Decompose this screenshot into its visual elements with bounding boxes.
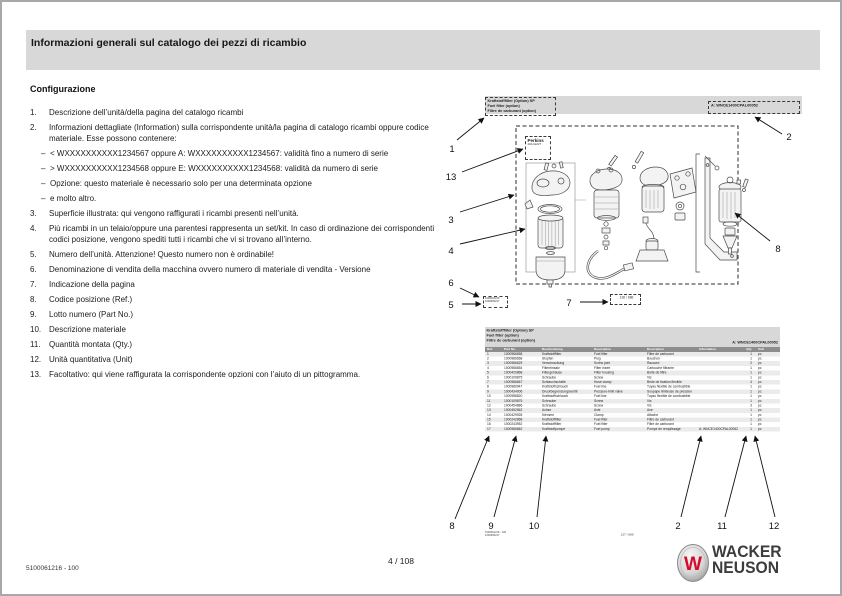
cell-qty: 1 [750, 399, 752, 403]
callout-number-5: 5 [448, 300, 454, 311]
cell-fr: Soupape limiteuse de pression [647, 389, 693, 394]
cell-de: Schraube [542, 403, 557, 408]
cell-de: Schraube [542, 399, 557, 403]
table-footer-doc: 5100061216 - 100 [485, 531, 507, 534]
wacker-neuson-logo [674, 539, 804, 587]
callout-arrow-3 [460, 195, 514, 212]
cell-en: Fuel filter [594, 422, 608, 427]
col-description-en: Description [594, 347, 612, 351]
cell-de: Verschraubung [542, 361, 565, 366]
cell-part: 1000980947 [504, 385, 523, 389]
table-footer-material: 1000306217 [485, 534, 500, 538]
cell-en: Filter insert [594, 366, 611, 370]
serial-code-callout-box [708, 101, 800, 114]
filter-assembly-3-illustration [632, 151, 696, 261]
cell-ref: 10 [487, 394, 491, 399]
cell-fr: Vis [647, 403, 652, 408]
list-item-text: Codice posizione (Ref.) [49, 295, 133, 304]
callout-number-7: 7 [566, 298, 572, 309]
list-item-marker: 13. [30, 370, 42, 379]
list-item-text: Facoltativo: qui viene raffigurata la corrispondente opzioni con l’aiuto di un pittogramma. [49, 370, 361, 379]
engine-option-badge [525, 136, 551, 160]
cell-fr: Vis [647, 399, 652, 403]
list-item [41, 163, 454, 174]
list-item [30, 208, 454, 219]
list-item-text: Numero dell’unità. Attenzione! Questo numero non è ordinabile! [49, 250, 275, 259]
cell-fr: Bride de fixation flexible [647, 380, 682, 384]
filter-assembly-2-illustration [588, 155, 634, 278]
list-item-marker: 3. [30, 209, 37, 218]
callout-number-8: 8 [449, 521, 455, 532]
cell-fr: Vis [647, 375, 652, 380]
cell-part: 1000986629 [504, 361, 523, 366]
cell-ref: 11 [487, 399, 491, 403]
cell-part: 1000109875 [504, 399, 523, 403]
list-item-marker: 10. [30, 325, 42, 334]
cell-de: Kraftstoffpumpe [542, 427, 566, 431]
cell-fr: Tuyau flexible de combustible [647, 385, 691, 389]
logo-word-wacker: WACKER [712, 542, 782, 562]
col-beschreibung: Beschreibung [542, 347, 563, 351]
callout-arrow-6 [460, 288, 479, 297]
cell-part: 1000986862 [504, 427, 523, 431]
list-item [30, 223, 454, 245]
cell-qty: 1 [750, 418, 752, 422]
section-heading: Configurazione [30, 84, 96, 94]
list-item [30, 294, 454, 305]
cell-ref: 5 [487, 371, 489, 375]
cell-fr: Cartouche filtrante [647, 366, 674, 370]
cell-fr: Pompe de remplissage [647, 427, 681, 431]
table-figure-footer-left [485, 531, 525, 541]
list-item-marker: 9. [30, 310, 37, 319]
cell-fr: Attache [647, 413, 659, 417]
figure-title-de: Kraftstofffilter (Option) SP [487, 98, 535, 103]
list-item-marker: – [41, 194, 46, 203]
table-figure-title-en: Fuel filter (option) [486, 333, 519, 338]
cell-qty: 4 [750, 380, 752, 384]
cell-qty: 1 [750, 389, 752, 394]
list-item [30, 264, 454, 275]
cell-en: Filter housing [594, 371, 614, 375]
cell-en: Screw [594, 375, 604, 380]
col-part-no: Part No. [504, 347, 516, 351]
cell-de: Stopfen [542, 356, 554, 361]
cell-qty: 1 [750, 375, 752, 380]
cell-qty: 1 [750, 413, 752, 417]
list-item-text: e molto altro. [50, 194, 97, 203]
cell-unit: pc [758, 413, 762, 417]
serial-code: A: WNCE1400CPAL00052 [711, 103, 758, 108]
cell-de: Kraftstoffschlauch [542, 394, 569, 399]
figure-title-en: Fuel filter (option) [487, 103, 520, 109]
cell-fr: Bouchon [647, 356, 661, 361]
cell-en: Fuel line [594, 385, 607, 389]
cell-qty: 1 [750, 408, 752, 413]
list-item-text: Indicazione della pagina [49, 280, 135, 289]
cell-en: Pressure-limit valve [594, 389, 623, 394]
callout-number-2: 2 [786, 132, 792, 143]
cell-de: Filtereinsatz [542, 366, 560, 370]
cell-en: Fuel pump [594, 427, 610, 431]
cell-qty: 1 [750, 385, 752, 389]
col-description-fr: Description [647, 347, 665, 351]
cell-ref: 4 [487, 366, 489, 370]
cell-unit: pc [758, 418, 762, 422]
cell-part: 1000986667 [504, 380, 523, 384]
list-item-marker: – [41, 179, 46, 188]
cell-fr: Filtre de carburant [647, 418, 674, 422]
cell-part: 1000452662 [504, 408, 523, 413]
list-item-text: Descrizione materiale [49, 325, 126, 334]
list-item-marker: 4. [30, 224, 37, 233]
cell-qty: 1 [750, 352, 752, 356]
callout-number-11: 11 [717, 521, 727, 532]
cell-part: 1000454886 [504, 403, 523, 408]
cell-part: 1000420868 [504, 371, 523, 375]
cell-en: Screw [594, 403, 604, 408]
list-item-marker: 2. [30, 123, 37, 132]
cell-ref: 9 [487, 389, 489, 394]
cell-unit: pc [758, 399, 762, 403]
logo-wordmark [712, 543, 782, 577]
callout-number-8: 8 [775, 244, 781, 255]
list-item [30, 249, 454, 260]
cell-qty: 1 [750, 356, 752, 361]
cell-part: 1000242868 [504, 418, 523, 422]
list-item [30, 107, 454, 118]
cell-en: Plug [594, 356, 601, 361]
cell-de: Schraube [542, 375, 557, 380]
page-title: Informazioni generali sul catalogo dei pezzi di ricambio [31, 37, 307, 49]
list-item [30, 339, 454, 350]
cell-ref: 12 [487, 403, 491, 408]
cell-de: Achse [542, 408, 552, 413]
list-item-text: Denominazione di vendita della macchina ovvero numero di materiale di vendita - Versione [49, 265, 371, 274]
logo-word-neuson: NEUSON [712, 558, 780, 578]
callout-arrow-unit [755, 436, 775, 517]
cell-fr: Filtre de carburant [647, 422, 674, 427]
cell-ref: 2 [487, 356, 489, 361]
figure-title-callout-box [485, 97, 556, 116]
list-item [30, 324, 454, 335]
footer-doc-number: 5100061216 - 100 [26, 565, 79, 572]
cell-qty: 1 [750, 422, 752, 427]
figure-page-number-box [610, 294, 641, 305]
callout-arrow-4 [460, 229, 525, 244]
cell-ref: 17 [487, 427, 491, 431]
cell-en: Screw joint [594, 361, 611, 366]
table-callouts [442, 320, 842, 555]
cell-part: 1000109875 [504, 375, 523, 380]
logo-monogram: W [684, 554, 702, 575]
cell-qty: 1 [750, 371, 752, 375]
callout-number-1: 1 [449, 144, 455, 155]
cell-part: 1000986654 [504, 366, 523, 370]
cell-part: 1000988820 [504, 394, 523, 399]
cell-part: 1000986658 [504, 352, 523, 356]
cell-de: Druckbegrenzungsventil [542, 389, 578, 394]
list-item-text: Opzione: questo materiale è necessario solo per una determinata opzione [50, 179, 312, 188]
table-figure-footer-page [610, 533, 644, 540]
cell-de: Filtergehäuse [542, 371, 562, 375]
cell-unit: pc [758, 361, 762, 366]
cell-qty: 2 [750, 361, 752, 366]
cell-de: Kraftstofffilter [542, 418, 562, 422]
list-item [41, 178, 454, 189]
filter-assembly-1-illustration [525, 162, 586, 287]
list-item-text: Superficie illustrata: qui vengono raffigurati i ricambi presenti nell’unità. [49, 209, 299, 218]
list-item-marker: – [41, 149, 46, 158]
cell-en: Fuel filter [594, 352, 608, 356]
configuration-section [30, 84, 454, 384]
catalog-page-example-table [442, 320, 842, 555]
list-item-marker: 6. [30, 265, 37, 274]
callout-arrow-description [537, 436, 546, 517]
table-serial-code: A: WNCE1400CPAL00052 [732, 340, 778, 345]
sales-material-number: 1000306217 [485, 299, 500, 303]
engine-model: 404J-E22T [527, 143, 542, 146]
callout-number-2b: 2 [675, 521, 681, 532]
cell-fr: Tuyau flexible de combustible [647, 394, 691, 399]
cell-info: A: WNCE1400CPAL00052 [699, 427, 738, 431]
footer-page-indicator: 4 / 108 [388, 556, 414, 566]
cell-part: 1000986668 [504, 356, 523, 361]
callout-number-6: 6 [448, 278, 454, 289]
cell-en: Axle [594, 408, 601, 413]
list-item-text: > WXXXXXXXXXX1234568 oppure E: WXXXXXXXXXX1234568: validità da numero di serie [50, 164, 378, 173]
cell-unit: pc [758, 394, 762, 399]
cell-part: 1000434006 [504, 389, 523, 394]
header-band [26, 30, 820, 70]
callout-number-4: 4 [448, 246, 454, 257]
list-item [30, 122, 454, 144]
cell-ref: 8 [487, 385, 489, 389]
cell-de: Klemme [542, 413, 555, 417]
list-item-marker: 12. [30, 355, 42, 364]
cell-fr: Axe [647, 408, 653, 413]
table-figure-title-de: Kraftstofffilter (Option) SP [486, 328, 534, 333]
cell-en: Clamp [594, 413, 604, 417]
list-item-marker: 1. [30, 108, 37, 117]
callout-arrow-information [681, 436, 701, 517]
cell-ref: 15 [487, 418, 491, 422]
cell-de: Kraftstofffilter [542, 352, 562, 356]
list-item-text: < WXXXXXXXXXX1234567 oppure A: WXXXXXXXXXX1234567: validità fino a numero di serie [50, 149, 389, 158]
cell-en: Fuel filter [594, 418, 608, 422]
col-qty: Qty. [746, 347, 752, 351]
cell-unit: pc [758, 422, 762, 427]
callout-number-10: 10 [528, 521, 540, 532]
list-item-marker: 11. [30, 340, 41, 349]
list-item-text: Più ricambi in un telaio/oppure una parentesi rappresenta un set/kit. In caso di ordinazione dei corrispondenti codici posizione, vengono spediti tutti i ricambi che vi si trovano all’interno. [49, 224, 435, 244]
list-item-text: Descrizione dell’unità/della pagina del catalogo ricambi [49, 108, 244, 117]
callout-arrow-2 [755, 117, 782, 134]
cell-en: Fuel line [594, 394, 607, 399]
cell-qty: 3 [750, 403, 752, 408]
cell-qty: 1 [750, 366, 752, 370]
cell-ref: 1 [487, 352, 489, 356]
unit-number-box [483, 296, 508, 308]
cell-de: Kraftstoffschlauch [542, 385, 569, 389]
cell-unit: pc [758, 385, 762, 389]
cell-unit: pc [758, 408, 762, 413]
cell-unit: pc [758, 366, 762, 370]
list-item [30, 279, 454, 290]
cell-unit: pc [758, 389, 762, 394]
cell-qty: 1 [750, 427, 752, 431]
list-item-marker: 5. [30, 250, 37, 259]
cell-ref: 16 [487, 422, 491, 427]
numbered-list [30, 107, 454, 380]
cell-unit: pc [758, 427, 762, 431]
table-figure-page-number: 137 / 686 [620, 533, 634, 537]
figure-title-fr: Filtre de carburant (option) [487, 108, 537, 114]
callout-number-9: 9 [488, 521, 494, 532]
callout-arrow-1 [457, 118, 484, 140]
callout-arrow-qty [725, 436, 746, 517]
cell-fr: Boîte de filtre [647, 371, 667, 375]
cell-ref: 6 [487, 375, 489, 380]
list-item-marker: 8. [30, 295, 37, 304]
filter-assembly-4-illustration [696, 154, 748, 272]
engine-brand: Perkins [527, 138, 544, 143]
fuel-filter-exploded-illustration [525, 151, 748, 287]
callout-number-3: 3 [448, 215, 454, 226]
wacker-neuson-logo-graphic [674, 539, 804, 587]
list-item [30, 309, 454, 320]
cell-unit: pc [758, 371, 762, 375]
cell-qty: 1 [750, 394, 752, 399]
cell-ref: 13 [487, 408, 491, 413]
list-item [41, 193, 454, 204]
cell-fr: Filtre de carburant [647, 352, 674, 356]
list-item-marker: 7. [30, 280, 37, 289]
cell-unit: pc [758, 356, 762, 361]
list-item [30, 369, 454, 380]
cell-ref: 3 [487, 361, 489, 366]
list-item-text: Quantità montata (Qty.) [49, 340, 132, 349]
figure-page-number: 136 / 686 [619, 296, 634, 300]
list-item [30, 354, 454, 365]
cell-fr: Raccord [647, 361, 660, 366]
list-item-text: Informazioni dettagliate (Information) sulla corrispondente unità/la pagina di catalogo ricambi oppure codice materiale. Esse possono contenere: [49, 123, 429, 143]
list-item-text: Unità quantitativa (Unit) [49, 355, 133, 364]
cell-en: Screw [594, 399, 604, 403]
cell-de: Kraftstofffilter [542, 422, 562, 427]
cell-ref: 7 [487, 380, 489, 384]
table-callout-arrows [455, 436, 775, 519]
col-ref: Ref. [487, 347, 493, 351]
table-figure-title-fr: Filtre de carburant (option) [486, 338, 536, 343]
cell-unit: pc [758, 403, 762, 408]
list-item [41, 148, 454, 159]
cell-de: Schlauchschelle [542, 380, 566, 384]
cell-ref: 14 [487, 413, 491, 417]
unit-number: 5100061216 [485, 297, 500, 300]
callout-number-12: 12 [768, 521, 780, 532]
cell-unit: pc [758, 352, 762, 356]
col-information: Information [699, 347, 717, 351]
cell-part: 1000429928 [504, 413, 523, 417]
list-item-marker: – [41, 164, 46, 173]
callout-number-13: 13 [445, 172, 457, 183]
exploded-diagram-and-callouts [442, 90, 842, 322]
catalog-page-example-diagram [442, 90, 842, 322]
cell-en: Hose clamp [594, 380, 612, 384]
callout-arrow-part [494, 436, 516, 517]
cell-part: 1000243952 [504, 422, 523, 427]
callout-arrow-8 [735, 213, 770, 241]
col-unit: Unit [758, 347, 765, 351]
callout-arrow-13 [462, 149, 523, 172]
list-item-text: Lotto numero (Part No.) [49, 310, 134, 319]
callout-arrow-ref [455, 436, 489, 519]
cell-unit: pc [758, 375, 762, 380]
cell-unit: pc [758, 380, 762, 384]
